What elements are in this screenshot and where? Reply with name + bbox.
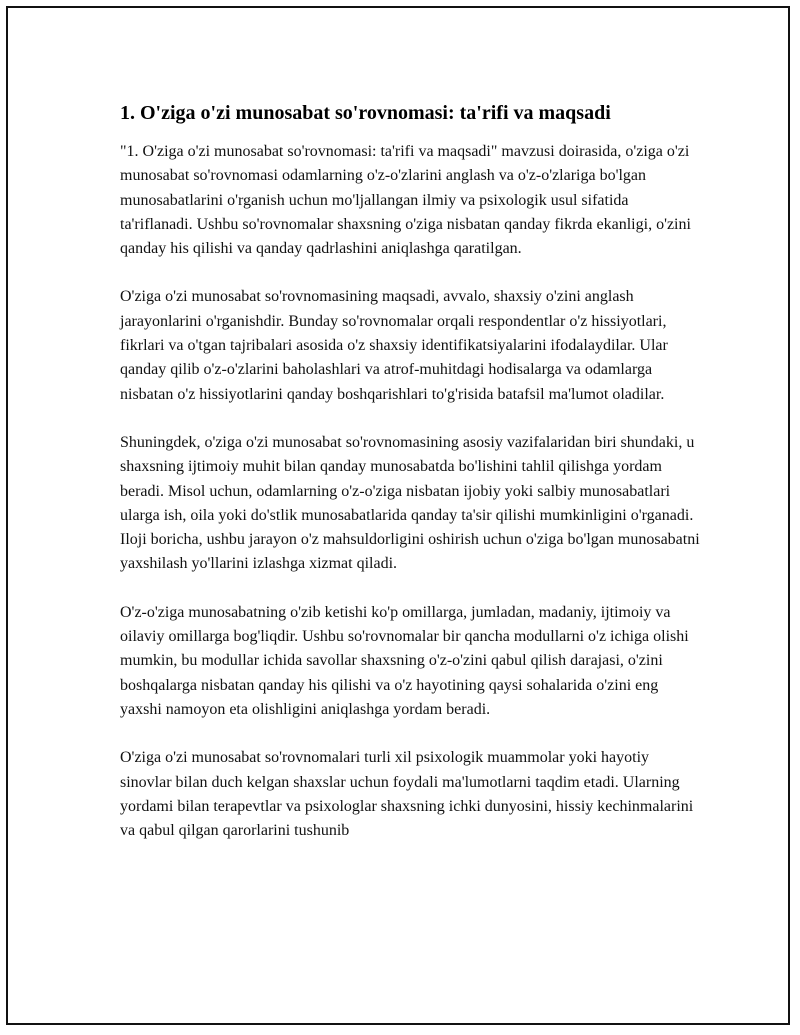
section-heading: 1. O'ziga o'zi munosabat so'rovnomasi: ta'rifi va maqsadi — [120, 102, 611, 124]
paragraph-3: Shuningdek, o'ziga o'zi munosabat so'rovnomasining asosiy vazifalaridan biri shundaki, u shaxsning ijtimoiy muhit bilan qanday munosabatda bo'lishini tahlil qilishga yordam beradi. Misol uchun, odamlarning o'z-o'ziga nisbatan ijobiy yoki salbiy munosabatlari ularga ish, oila yoki do'stlik munosabatlarida qanday ta'sir qilishi mumkinligini o'rganadi. Iloji boricha, ushbu jarayon o'z mahsuldorligini oshirish uchun o'ziga bo'lgan munosabatni yaxshilash yo'llarini izlashga xizmat qiladi. — [120, 433, 700, 573]
paragraph-2: O'ziga o'zi munosabat so'rovnomasining maqsadi, avvalo, shaxsiy o'zini anglash jarayonlarini o'rganishdir. Bunday so'rovnomalar orqali respondentlar o'z hissiyotlari, fikrlari va o'tgan tajribalari asosida o'z shaxsiy identifikatsiyalarini ifodalaydilar. Ular qanday qilib o'z-o'zlarini baholashlari va atrof-muhitdagi hodisalarga va odamlarga nisbatan o'z hissiyotlarini qanday boshqarishlari to'g'risida batafsil ma'lumot oladilar. — [120, 288, 668, 403]
document-content — [120, 100, 700, 867]
paragraph-1: "1. O'ziga o'zi munosabat so'rovnomasi: ta'rifi va maqsadi" mavzusi doirasida, o'ziga o'zi munosabat so'rovnomasi odamlarning o'z-o'zlarini anglash va o'z-o'zlariga bo'lgan munosabatlarini o'rganish uchun mo'ljallangan ilmiy va psixologik usul sifatida ta'riflanadi. Ushbu so'rovnomalar shaxsning o'ziga nisbatan qanday fikrda ekanligi, o'zini qanday his qilishi va qanday qadrlashini aniqlashga qaratilgan. — [120, 143, 691, 258]
paragraph-4: O'z-o'ziga munosabatning o'zib ketishi ko'p omillarga, jumladan, madaniy, ijtimoiy va oilaviy omillarga bog'liqdir. Ushbu so'rovnomalar bir qancha modullarni o'z ichiga olishi mumkin, bu modullar ichida savollar shaxsning o'z-o'zini qabul qilish darajasi, o'zini boshqalarga nisbatan qanday his qilishi va o'z hayotining qaysi sohalarida o'zini eng yaxshi namoyon eta olishligini aniqlashga yordam beradi. — [120, 603, 689, 718]
document-page — [6, 6, 790, 1025]
paragraph-5: O'ziga o'zi munosabat so'rovnomalari turli xil psixologik muammolar yoki hayotiy sinovlar bilan duch kelgan shaxslar uchun foydali ma'lumotlarni taqdim etadi. Ularning yordami bilan terapevtlar va psixologlar shaxsning ichki dunyosini, hissiy kechinmalarini va qabul qilgan qarorlarini tushunib — [120, 749, 694, 840]
